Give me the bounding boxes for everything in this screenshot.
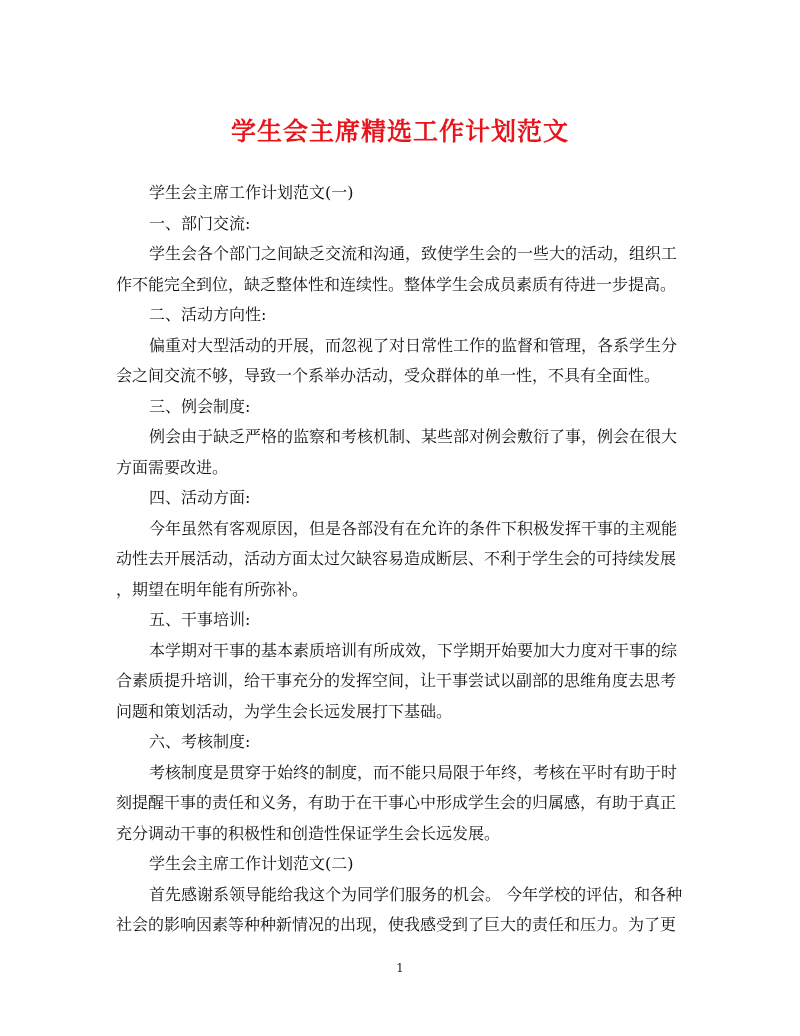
body-line: 会之间交流不够，导致一个系举办活动，受众群体的单一性，不具有全面性。 [116,366,661,385]
body-line: 一、部门交流: [149,213,251,233]
body-line: 社会的影响因素等种种新情况的出现，使我感受到了巨大的责任和压力。为了更 [116,915,677,934]
body-line: 例会由于缺乏严格的监察和考核机制、某些部对例会敷衍了事，例会在很大 [149,427,678,446]
document-title: 学生会主席精选工作计划范文 [230,117,569,146]
page-number: 1 [396,961,404,975]
body-line: 合素质提升培训，给干事充分的发挥空间，让干事尝试以副部的思维角度去思考 [116,671,677,690]
body-line: 首先感谢系领导能给我这个为同学们服务的机会。 今年学校的评估，和各种 [149,884,683,904]
body-line: 动性去开展活动，活动方面太过欠缺容易造成断层、不利于学生会的可持续发展 [116,549,677,568]
body-line: 充分调动干事的积极性和创造性保证学生会长远发展。 [116,823,501,843]
body-line: 学生会各个部门之间缺乏交流和沟通，致使学生会的一些大的活动，组织工 [149,244,678,263]
body-line: 作不能完全到位，缺乏整体性和连续性。整体学生会成员素质有待进一步提高。 [116,274,677,294]
body-line: 学生会主席工作计划范文(一) [149,183,354,202]
body-line: ，期望在明年能有所弥补。 [116,579,309,599]
body-line: 本学期对干事的基本素质培训有所成效，下学期开始要加大力度对干事的综 [149,640,678,660]
body-line: 考核制度是贯穿于始终的制度，而不能只局限于年终，考核在平时有助于时 [149,762,678,782]
body-line: 六、考核制度: [149,732,251,751]
body-line: 今年虽然有客观原因，但是各部没有在允许的条件下积极发挥干事的主观能 [149,518,678,538]
body-line: 三、例会制度: [149,396,251,416]
body-line: 学生会主席工作计划范文(二) [149,854,354,873]
body-line: 问题和策划活动，为学生会长远发展打下基础。 [116,701,453,721]
body-line: 方面需要改进。 [116,457,229,477]
document-body [116,178,683,941]
body-line: 刻提醒干事的责任和义务，有助于在干事心中形成学生会的归属感，有助于真正 [116,793,677,812]
body-line: 五、干事培训: [149,610,251,629]
body-line: 二、活动方向性: [149,305,267,324]
body-line: 偏重对大型活动的开展，而忽视了对日常性工作的监督和管理，各系学生分 [149,335,678,355]
body-line: 四、活动方面: [149,488,251,507]
